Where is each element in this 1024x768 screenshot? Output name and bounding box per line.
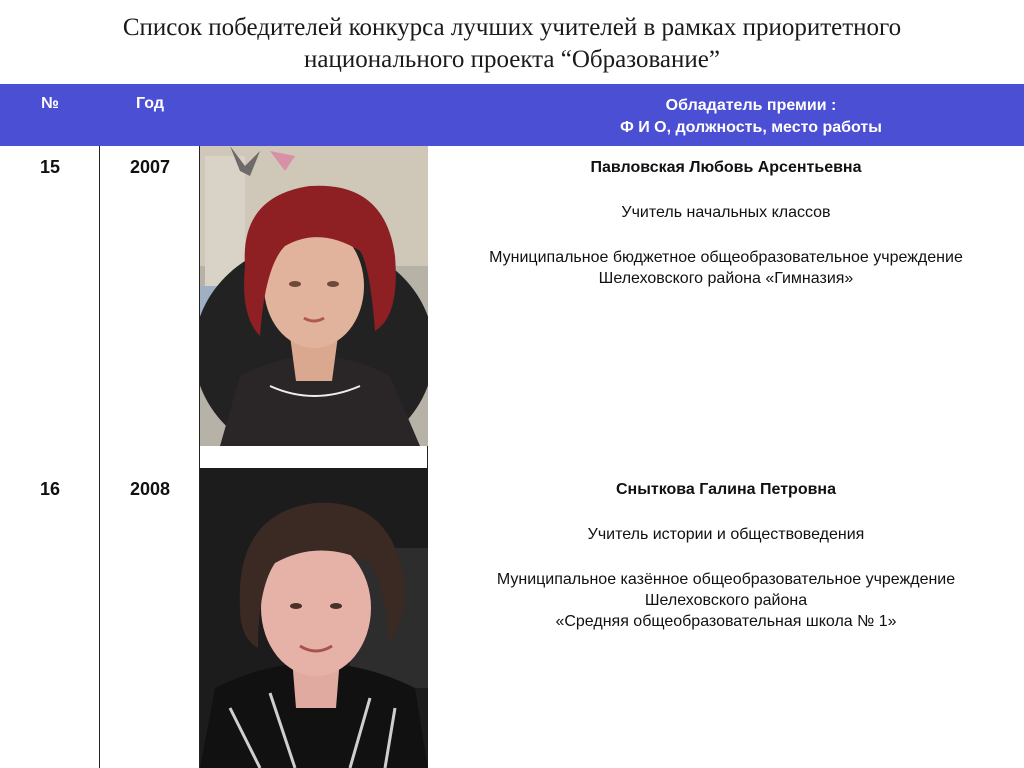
winner-photo	[200, 146, 428, 446]
winner-info	[428, 479, 1024, 632]
winner-organization: «Средняя общеобразовательная школа № 1»	[555, 613, 897, 630]
table-header	[0, 84, 1024, 146]
winner-info	[428, 157, 1024, 289]
header-info-line-2: Ф И О, должность, место работы	[620, 119, 882, 136]
winner-organization: Шелеховского района	[644, 592, 808, 609]
page-title-line-1: Список победителей конкурса лучших учителей в рамках приоритетного	[122, 14, 902, 41]
row-number: 16	[39, 479, 61, 499]
column-divider	[99, 146, 100, 768]
header-number: №	[41, 95, 59, 112]
header-info-line-1: Обладатель премии :	[665, 97, 837, 114]
winner-organization: Шелеховского района «Гимназия»	[598, 270, 854, 287]
winner-photo	[200, 468, 428, 768]
page-title-line-2: национального проекта “Образование”	[304, 46, 720, 73]
winner-name: Сныткова Галина Петровна	[616, 481, 836, 498]
winner-name: Павловская Любовь Арсентьевна	[590, 159, 862, 176]
winner-position: Учитель начальных классов	[621, 204, 831, 221]
row-year: 2007	[129, 157, 171, 177]
winner-position: Учитель истории и обществоведения	[587, 526, 865, 543]
row-year: 2008	[129, 479, 171, 499]
header-year: Год	[136, 95, 164, 112]
page-title	[0, 12, 1024, 76]
winner-organization: Муниципальное бюджетное общеобразовательное учреждение	[489, 249, 963, 266]
row-number: 15	[39, 157, 61, 177]
header-info	[478, 95, 1024, 139]
winner-organization: Муниципальное казённое общеобразовательное учреждение	[496, 571, 956, 588]
